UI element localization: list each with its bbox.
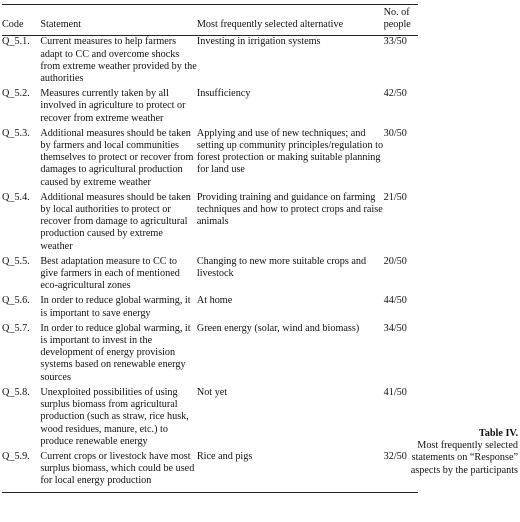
cell-code: Q_5.4. xyxy=(2,191,30,203)
cell-code: Q_5.6. xyxy=(2,295,30,307)
cell-code: Q_5.9. xyxy=(2,450,30,462)
cell-alternative: Not yet xyxy=(196,386,228,398)
table-caption xyxy=(408,428,518,477)
cell-people: 30/50 xyxy=(383,127,407,139)
header-row xyxy=(2,5,418,36)
cell-statement: Measures currently taken by all involved in agriculture to protect or recover from extreme weather xyxy=(40,88,186,124)
cell-alternative: Rice and pigs xyxy=(196,450,253,462)
cell-people: 33/50 xyxy=(383,36,407,48)
cell-code: Q_5.1. xyxy=(2,36,30,48)
cell-people: 42/50 xyxy=(383,88,407,100)
table-row xyxy=(2,387,418,451)
header-code: Code xyxy=(2,19,24,31)
caption-text: Most frequently selected statements on “Response” aspects by the participants xyxy=(410,440,518,476)
table-row xyxy=(2,451,418,492)
cell-code: Q_5.3. xyxy=(2,127,30,139)
header-people: No. of people xyxy=(383,7,411,31)
cell-alternative: Investing in irrigation systems xyxy=(196,36,321,48)
cell-statement: In order to reduce global warming, it is important to invest in the development of energy provision systems based on renewable energy sources xyxy=(40,322,191,383)
cell-statement: Best adaptation measure to CC to give farmers in each of mentioned eco-agricultural zones xyxy=(40,255,180,292)
cell-alternative: Changing to new more suitable crops and livestock xyxy=(196,255,367,280)
table-row xyxy=(2,192,418,256)
cell-code: Q_5.7. xyxy=(2,322,30,334)
table-row xyxy=(2,323,418,387)
cell-people: 41/50 xyxy=(383,386,407,398)
cell-statement: Current measures to help farmers adapt to CC and overcome shocks from extreme weather provided by the authorities xyxy=(40,36,197,85)
cell-alternative: Green energy (solar, wind and biomass) xyxy=(196,322,360,334)
table-row xyxy=(2,256,418,296)
cell-people: 21/50 xyxy=(383,191,407,203)
cell-code: Q_5.2. xyxy=(2,88,30,100)
cell-people: 44/50 xyxy=(383,295,407,307)
cell-statement: Additional measures should be taken by local authorities to protect or recover from damage to agricultural production caused by extreme weather xyxy=(40,191,191,252)
cell-statement: Current crops or livestock have most surplus biomass, which could be used for local energy production xyxy=(40,450,195,487)
table-row xyxy=(2,295,418,322)
cell-alternative: Insufficiency xyxy=(196,88,251,100)
cell-statement: In order to reduce global warming, it is important to save energy xyxy=(40,295,191,319)
table-row xyxy=(2,88,418,128)
header-statement: Statement xyxy=(40,19,82,31)
cell-code: Q_5.8. xyxy=(2,386,30,398)
cell-people: 32/50 xyxy=(383,450,407,462)
header-alternative: Most frequently selected alternative xyxy=(196,19,344,31)
table-row xyxy=(2,36,418,88)
cell-people: 34/50 xyxy=(383,322,407,334)
cell-alternative: Providing training and guidance on farming techniques and how to protect crops and raise animals xyxy=(196,191,383,228)
cell-alternative: At home xyxy=(196,295,233,307)
table-row xyxy=(2,128,418,192)
cell-people: 20/50 xyxy=(383,255,407,267)
cell-code: Q_5.5. xyxy=(2,255,30,267)
cell-statement: Additional measures should be taken by farmers and local communities themselves to protect or recover from damages to agricultural production caused by extreme weather xyxy=(40,127,194,188)
cell-alternative: Applying and use of new techniques; and setting up community principles/regulation to forest protection or making suitable planning for land use xyxy=(196,127,384,176)
caption-title: Table IV. xyxy=(478,428,518,439)
response-statements-table xyxy=(2,4,418,493)
cell-statement: Unexploited possibilities of using surplus biomass from agricultural production (such as straw, rice husk, wood residues, manure, etc.) to produce renewable energy xyxy=(40,386,189,447)
